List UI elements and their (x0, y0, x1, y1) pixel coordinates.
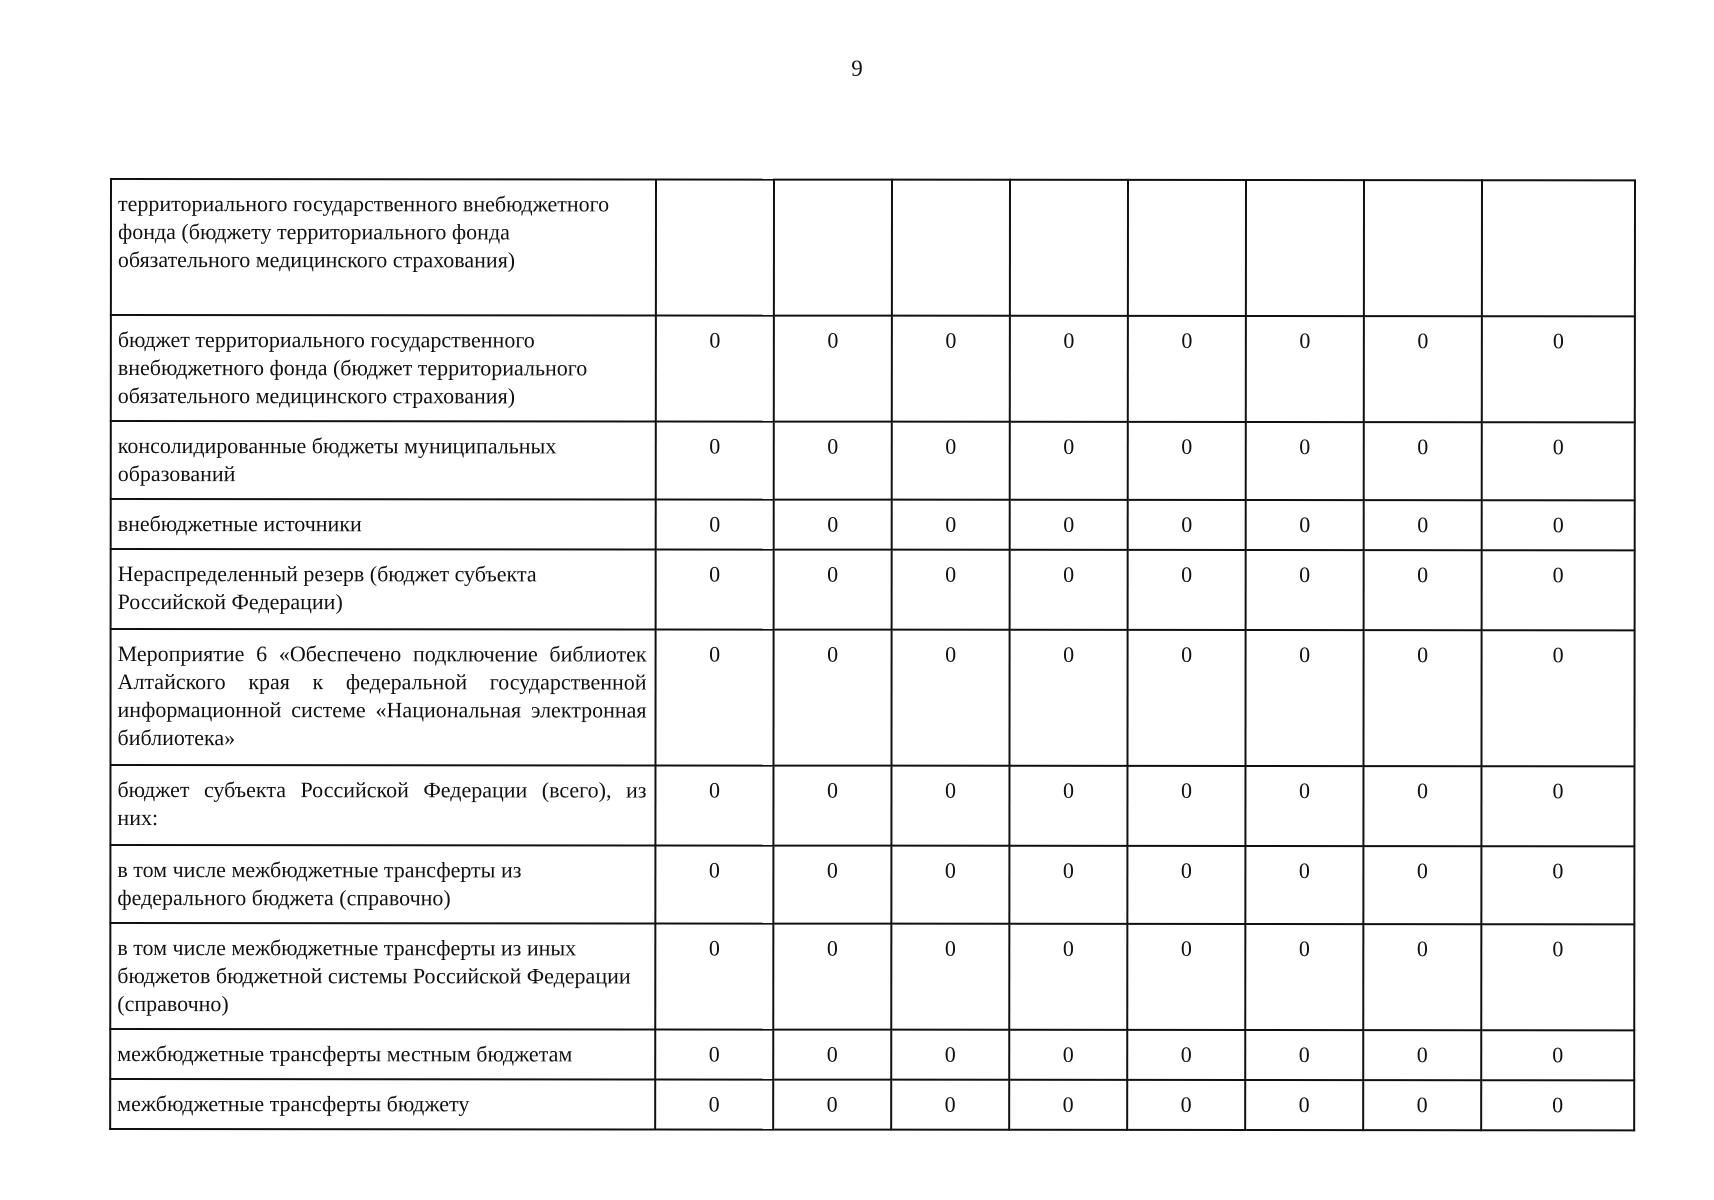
value-cell: 0 (656, 549, 774, 629)
value-cell: 0 (1010, 500, 1128, 550)
value-cell: 0 (656, 499, 774, 549)
value-cell: 0 (1128, 422, 1246, 500)
value-cell: 0 (1009, 1030, 1127, 1080)
row-label: бюджет территориального государственного внебюджетного фонда (бюджет территориального обязательного медицинского страхования) (111, 315, 656, 421)
value-cell: 0 (1246, 316, 1364, 422)
value-cell: 0 (774, 422, 892, 500)
value-cell: 0 (1246, 500, 1364, 550)
table-row (110, 629, 1634, 766)
value-cell: 0 (773, 846, 891, 924)
value-cell: 0 (892, 316, 1010, 422)
value-cell: 0 (1363, 924, 1481, 1030)
value-cell: 0 (1009, 630, 1127, 766)
value-cell: 0 (891, 630, 1009, 766)
value-cell (774, 180, 892, 316)
value-cell: 0 (1246, 422, 1364, 500)
value-cell: 0 (773, 1080, 891, 1130)
value-cell: 0 (655, 1029, 773, 1079)
value-cell: 0 (1363, 766, 1481, 846)
row-label: Мероприятие 6 «Обеспечено подключение библиотек Алтайского края к федеральной государственной информационной системе «Национальная электронная библиотека» (110, 629, 655, 765)
value-cell (1010, 180, 1128, 316)
value-cell: 0 (1009, 1080, 1127, 1130)
table-row (111, 549, 1635, 630)
value-cell (656, 179, 774, 315)
value-cell: 0 (1363, 1080, 1481, 1130)
value-cell: 0 (1482, 422, 1635, 500)
value-cell: 0 (1481, 766, 1634, 846)
value-cell: 0 (891, 766, 1009, 846)
value-cell: 0 (1245, 1030, 1363, 1080)
value-cell: 0 (1364, 500, 1482, 550)
value-cell: 0 (892, 500, 1010, 550)
value-cell: 0 (1481, 630, 1634, 766)
value-cell: 0 (1010, 422, 1128, 500)
value-cell: 0 (1363, 1030, 1481, 1080)
value-cell: 0 (1481, 924, 1634, 1030)
value-cell: 0 (655, 1079, 773, 1129)
value-cell: 0 (656, 315, 774, 421)
row-label: консолидированные бюджеты муниципальных образований (111, 421, 656, 499)
row-label: в том числе межбюджетные трансферты из федерального бюджета (справочно) (110, 845, 655, 923)
value-cell: 0 (656, 421, 774, 499)
value-cell: 0 (1481, 1080, 1634, 1130)
table-row (110, 845, 1634, 924)
row-label: территориального государственного внебюджетного фонда (бюджету территориального фонда обязательного медицинского страхования) (111, 179, 656, 315)
value-cell (892, 180, 1010, 316)
row-label: Нераспределенный резерв (бюджет субъекта Российской Федерации) (111, 549, 656, 629)
table-row (111, 499, 1635, 550)
table-row (110, 1079, 1634, 1130)
value-cell: 0 (891, 1030, 1009, 1080)
value-cell: 0 (773, 630, 891, 766)
value-cell (1482, 180, 1635, 316)
value-cell: 0 (1364, 550, 1482, 630)
value-cell: 0 (1128, 500, 1246, 550)
value-cell: 0 (1245, 630, 1363, 766)
value-cell: 0 (891, 924, 1009, 1030)
value-cell: 0 (1363, 846, 1481, 924)
value-cell: 0 (1245, 766, 1363, 846)
value-cell: 0 (1246, 550, 1364, 630)
row-label: внебюджетные источники (111, 499, 656, 549)
value-cell: 0 (1363, 630, 1481, 766)
row-label: межбюджетные трансферты местным бюджетам (110, 1029, 655, 1079)
value-cell: 0 (773, 766, 891, 846)
value-cell: 0 (891, 1080, 1009, 1130)
value-cell: 0 (1245, 924, 1363, 1030)
value-cell: 0 (1010, 316, 1128, 422)
value-cell: 0 (774, 550, 892, 630)
value-cell: 0 (1245, 1080, 1363, 1130)
table-row (110, 1029, 1634, 1080)
row-label: межбюджетные трансферты бюджету (110, 1079, 655, 1129)
value-cell: 0 (1127, 1080, 1245, 1130)
value-cell: 0 (1364, 316, 1482, 422)
value-cell: 0 (1127, 924, 1245, 1030)
value-cell: 0 (773, 1030, 891, 1080)
value-cell: 0 (1482, 500, 1635, 550)
value-cell: 0 (891, 846, 1009, 924)
value-cell: 0 (1245, 846, 1363, 924)
budget-table (109, 178, 1636, 1131)
table-row (110, 923, 1634, 1030)
table-row (111, 179, 1635, 316)
value-cell: 0 (1009, 924, 1127, 1030)
value-cell: 0 (1481, 1030, 1634, 1080)
value-cell (1364, 180, 1482, 316)
value-cell: 0 (892, 550, 1010, 630)
value-cell: 0 (1128, 550, 1246, 630)
value-cell: 0 (1009, 846, 1127, 924)
value-cell: 0 (1127, 766, 1245, 846)
value-cell (1246, 180, 1364, 316)
value-cell: 0 (1364, 422, 1482, 500)
value-cell: 0 (774, 316, 892, 422)
value-cell: 0 (1128, 316, 1246, 422)
value-cell: 0 (1481, 846, 1634, 924)
value-cell: 0 (655, 765, 773, 845)
value-cell: 0 (1482, 316, 1635, 422)
value-cell: 0 (1009, 766, 1127, 846)
page-number: 9 (851, 56, 863, 81)
row-label: бюджет субъекта Российской Федерации (всего), из них: (110, 765, 655, 845)
value-cell: 0 (1482, 550, 1635, 630)
value-cell: 0 (655, 923, 773, 1029)
value-cell: 0 (1127, 630, 1245, 766)
value-cell: 0 (655, 629, 773, 765)
table-row (110, 765, 1634, 846)
value-cell: 0 (773, 924, 891, 1030)
value-cell: 0 (774, 500, 892, 550)
value-cell: 0 (1127, 846, 1245, 924)
row-label: в том числе межбюджетные трансферты из иных бюджетов бюджетной системы Российской Федерации (справочно) (110, 923, 655, 1029)
value-cell: 0 (1127, 1030, 1245, 1080)
table-row (111, 315, 1635, 422)
value-cell: 0 (892, 422, 1010, 500)
value-cell: 0 (1010, 550, 1128, 630)
table-row (111, 421, 1635, 500)
value-cell: 0 (655, 845, 773, 923)
value-cell (1128, 180, 1246, 316)
